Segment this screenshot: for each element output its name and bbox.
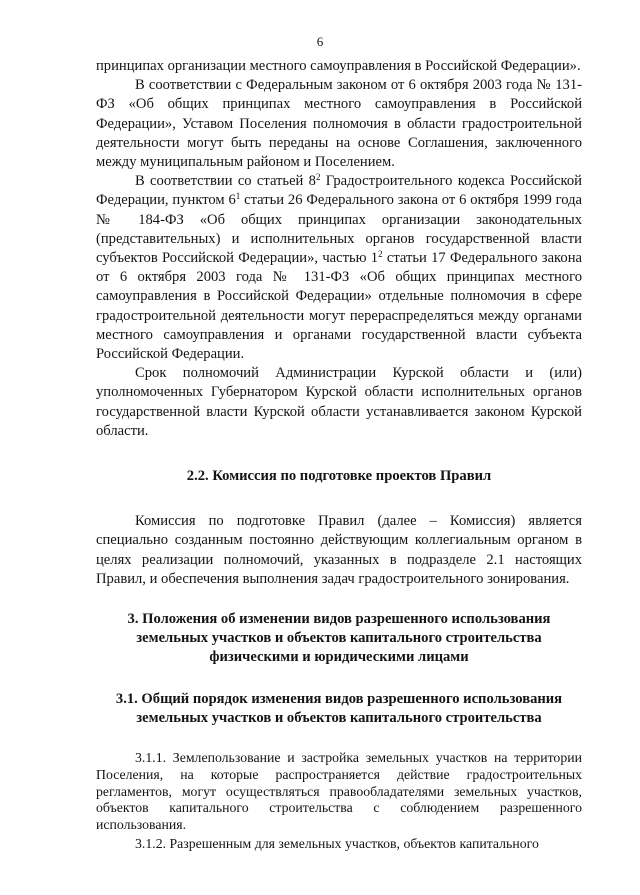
paragraph-3-1-2: 3.1.2. Разрешенным для земельных участков, объектов капитального bbox=[135, 836, 539, 852]
paragraph-federal-law: В соответствии с Федеральным законом от 6 октября 2003 года № 131-ФЗ «Об общих принципах местного самоуправления в Российской Федерации», Уставом Поселения полномочия в области градостроительной деятельности могут быть переданы на основе Соглашения, заключенного между муниципальным районом и Поселением. bbox=[96, 77, 582, 171]
heading-section-3: 3. Положения об изменении видов разрешенного использования земельных участков и объектов капитального строительства физическими и юридическими лицами bbox=[127, 611, 551, 666]
paragraph-gradostroitelny-kodeks: В соответствии со статьей $8^2$ Градостроительного кодекса Российской Федерации, пунктом $6^1$ статьи 26 Федерального закона от 6 октября 1999 года № 184-ФЗ «Об общих принципах организации законодательных (представительных) и исполнительных органов государственной власти субъектов Российской Федерации», частью $1^2$ статьи 17 Федерального закона от 6 октября 2003 года № 131-ФЗ «Об общих принципах местного самоуправления в Российской Федерации» отдельные полномочия в сфере градостроительной деятельности могут перераспределяться между органами местного самоуправления и органами государственной власти субъекта Российской Федерации. bbox=[96, 172, 583, 363]
heading-section-3-1: 3.1. Общий порядок изменения видов разрешенного использования земельных участков и объектов капитального строительства bbox=[115, 690, 563, 726]
paragraph-commission: Комиссия по подготовке Правил (далее – Комиссия) является специально созданным постоянно действующим коллегиальным органом в целях реализации полномочий, указанных в подразделе 2.1 настоящих Правил, и обеспечения выполнения задач градостроительного зонирования. bbox=[96, 513, 582, 587]
heading-commission: 2.2. Комиссия по подготовке проектов Правил bbox=[186, 468, 492, 485]
paragraph-3-1-1: 3.1.1. Землепользование и застройка земельных участков на территории Поселения, на которые распространяется действие градостроительных регламентов, могут осуществляться правообладателями земельных участков, объектов капитального строительства с соблюдением разрешенного использования. bbox=[96, 750, 582, 833]
paragraph-term-of-powers: Срок полномочий Администрации Курской области и (или) уполномоченных Губернатором Курской области исполнительных органов государственной власти Курской области устанавливается законом Курской области. bbox=[96, 365, 582, 439]
paragraph-continuation: принципах организации местного самоуправления в Российской Федерации». bbox=[96, 58, 581, 74]
page-number: 6 bbox=[316, 34, 324, 49]
document-body bbox=[96, 57, 582, 853]
